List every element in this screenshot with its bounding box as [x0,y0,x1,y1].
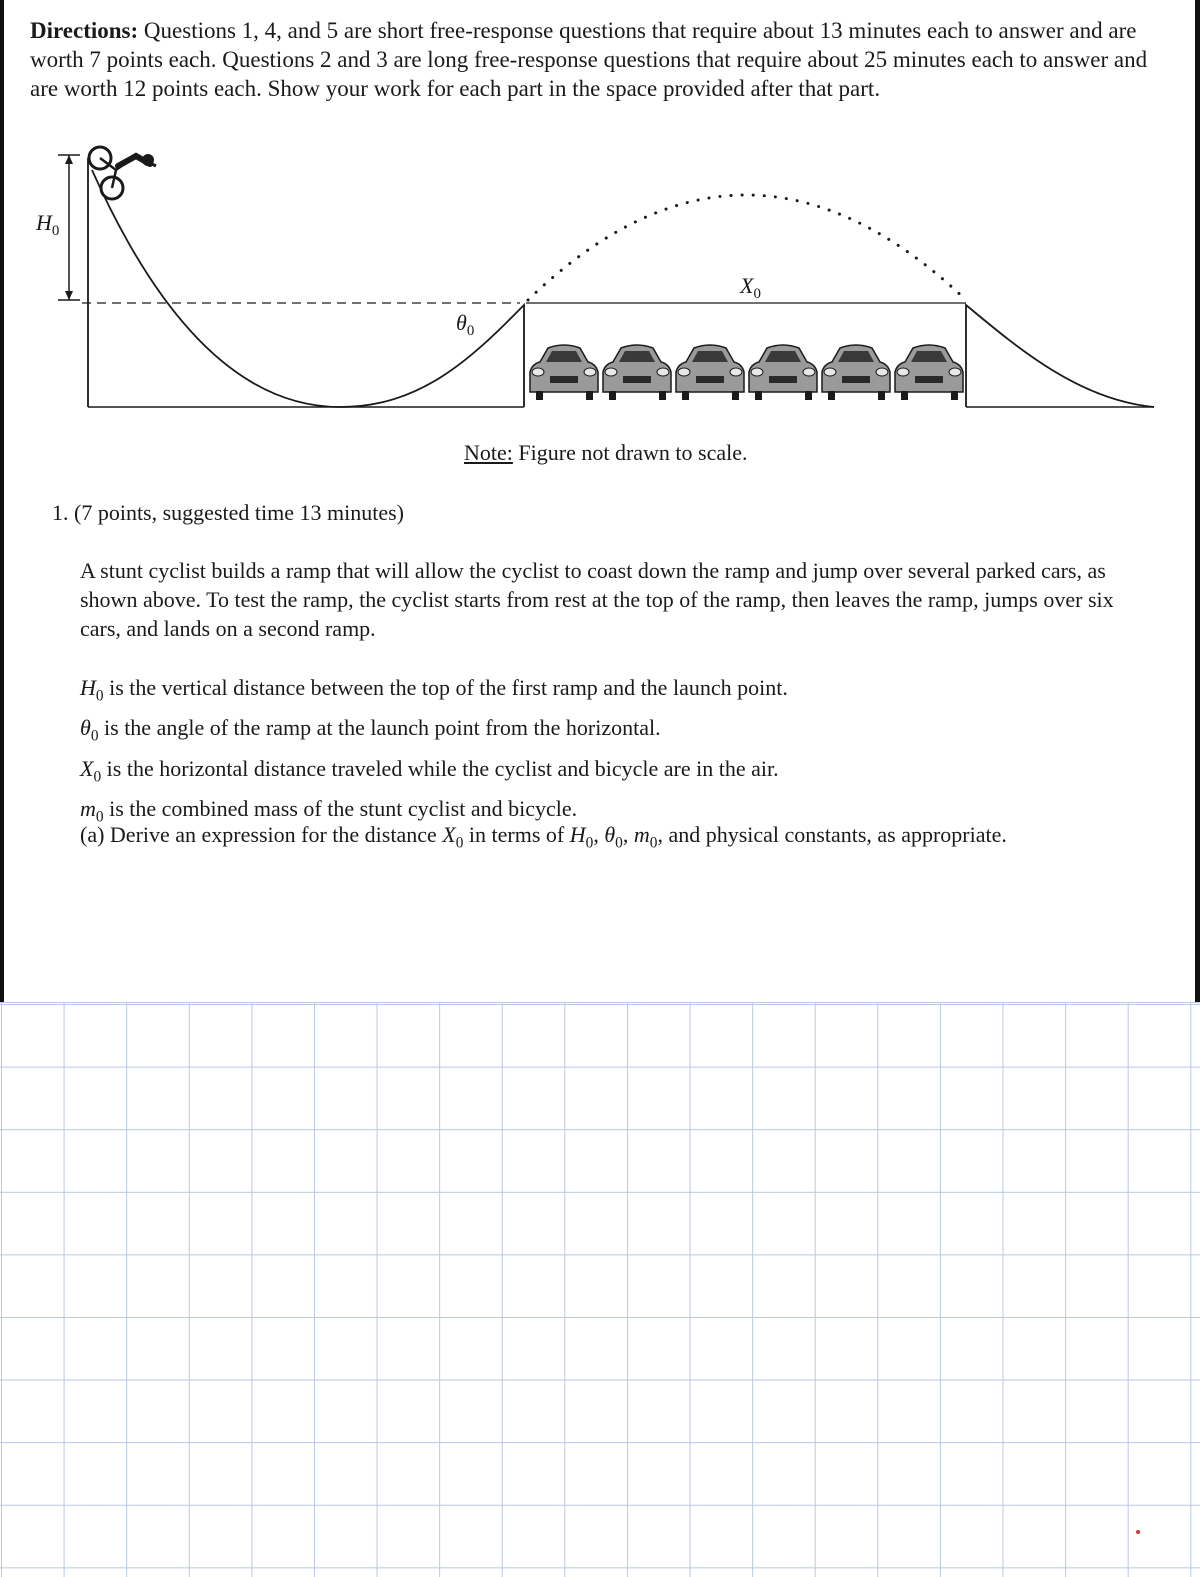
directions-label: Directions: [30,18,139,43]
height-label: $H_0$ [36,210,60,239]
car-icon [749,345,817,400]
definition-height: $H_0$ is the vertical distance between the top of the first ramp and the launch point. [80,675,788,705]
launch-ramp [88,158,524,407]
car-icon [676,345,744,400]
answer-grid[interactable] [0,1002,1200,1577]
height-dimension [58,155,80,300]
car-icon [603,345,671,400]
definition-angle: $\theta_0$ is the angle of the ramp at the launch point from the horizontal. [80,715,661,745]
angle-label: $\theta_0$ [456,310,475,339]
question-body: A stunt cyclist builds a ramp that will allow the cyclist to coast down the ramp and jump over several parked cars, as shown above. To test the ramp, the cyclist starts from rest at the top of the ramp, then leaves the ramp, jumps over six cars, and lands on a second ramp. [80,558,1114,641]
question-header [52,500,404,526]
definition-distance: $X_0$ is the horizontal distance traveled while the cyclist and bicycle are in the air. [80,755,779,786]
distance-label: $X_0$ [740,273,761,302]
car-icon [530,345,598,400]
car-icon [822,345,890,400]
definition-mass: $m_0$ is the combined mass of the stunt cyclist and bicycle. [80,796,578,826]
ramp-figure [0,130,1200,430]
directions-paragraph [30,16,1175,103]
question-points: (7 points, suggested time 13 minutes) [74,500,404,525]
parked-cars [530,345,963,400]
question-number: 1. [52,500,69,525]
cyclist-icon [89,147,156,199]
landing-ramp [966,305,1154,407]
car-icon [895,345,963,400]
figure-note [464,440,748,466]
note-label: Note: [464,440,513,465]
note-text: Figure not drawn to scale. [512,440,748,465]
definitions-list [80,672,1170,834]
part-a-prompt: (a) Derive an expression for the distance $X_0$ in terms of $H_0$, $\theta_0$, $m_0$, and physical constants, as appropriate. [80,822,1007,852]
stray-mark [1136,1530,1140,1534]
directions-text: Questions 1, 4, and 5 are short free-response questions that require about 13 minutes each to answer and are worth 7 points each. Questions 2 and 3 are long free-response questions that require about 25 minutes each to answer and are worth 12 points each. Show your work for each part in the space provided after that part. [30,18,1148,101]
